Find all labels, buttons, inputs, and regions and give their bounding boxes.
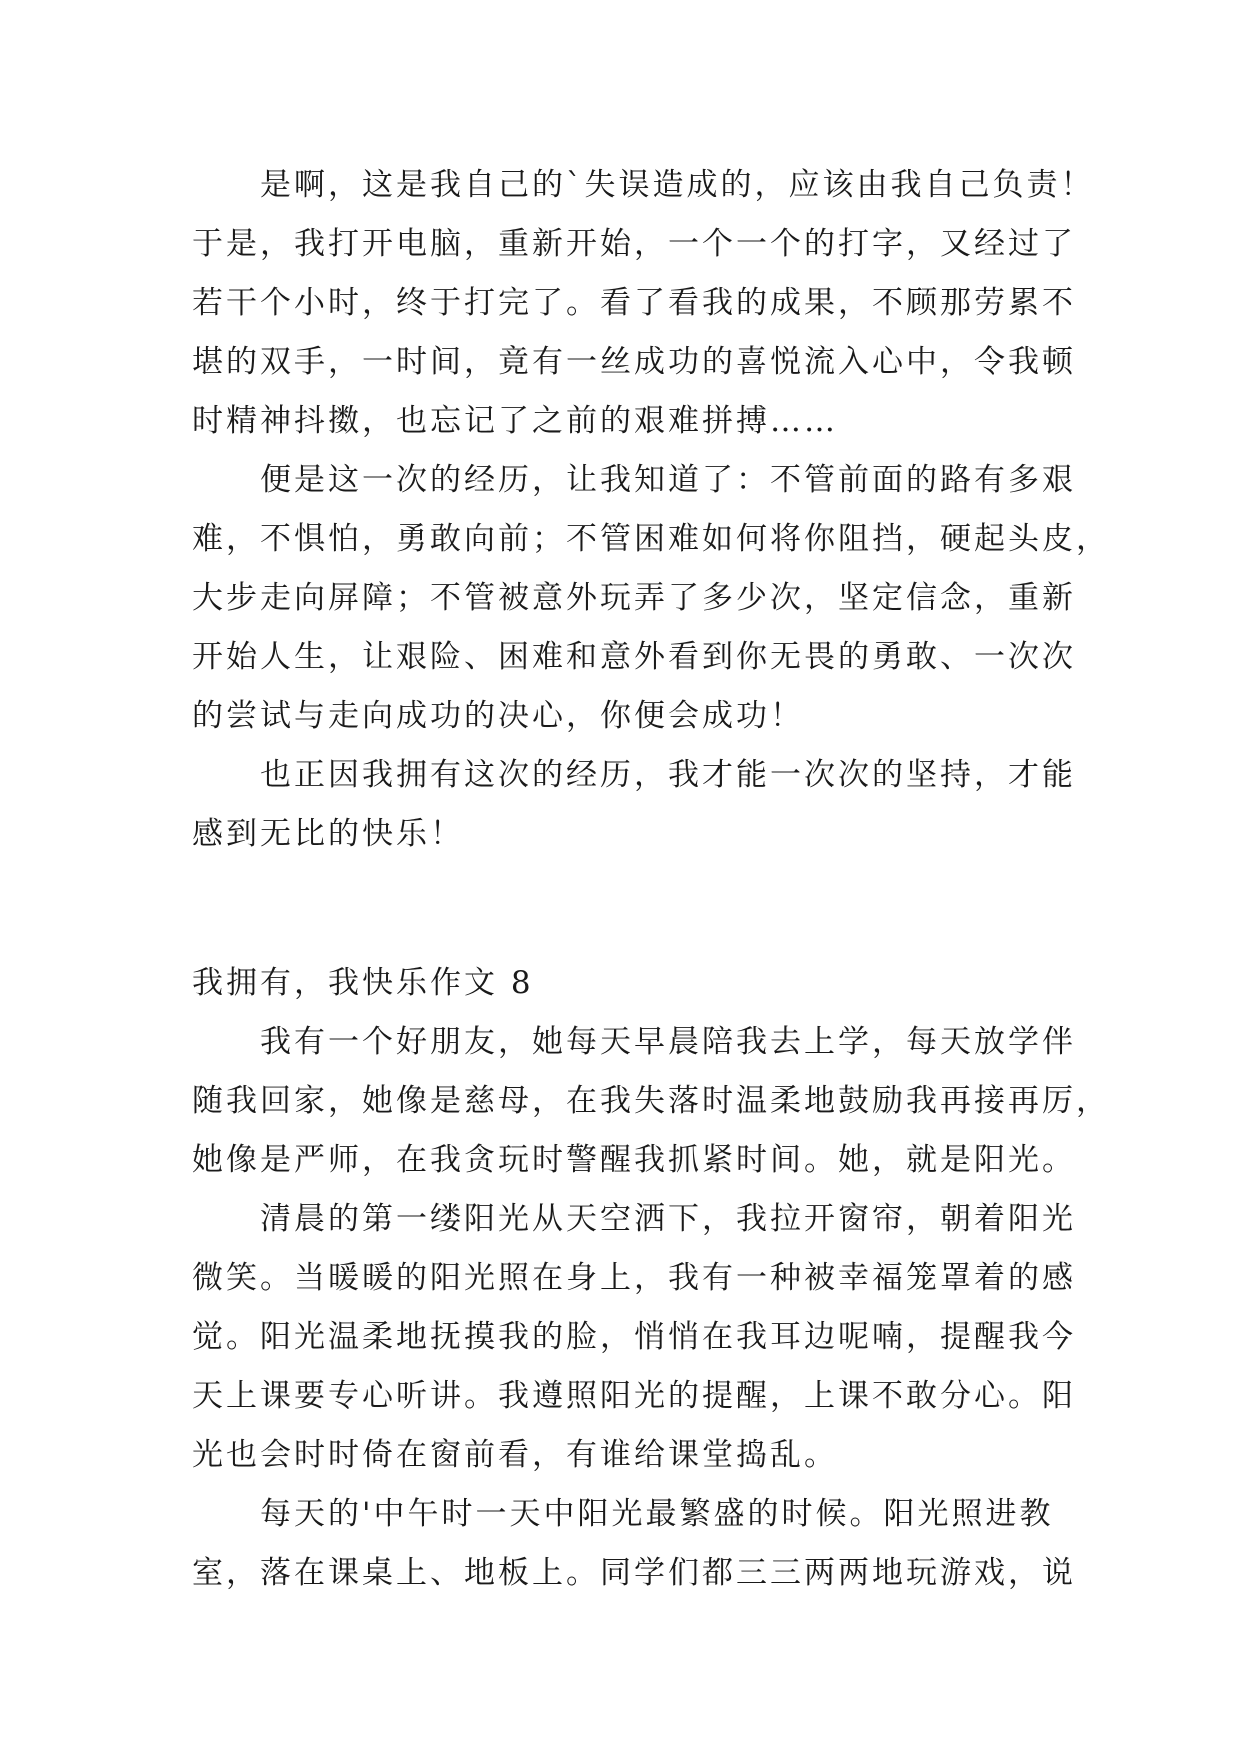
text-line: 便是这一次的经历，让我知道了：不管前面的路有多艰 — [260, 462, 1076, 498]
essay-text-body — [192, 156, 1110, 1603]
paragraph — [192, 746, 1076, 864]
text-line: 她像是严师，在我贪玩时警醒我抓紧时间。她，就是阳光。 — [192, 1142, 1076, 1178]
text-line: 觉。阳光温柔地抚摸我的脸，悄悄在我耳边呢喃，提醒我今 — [192, 1319, 1076, 1355]
paragraph — [192, 1013, 1110, 1190]
paragraph — [192, 1190, 1076, 1485]
paragraph — [192, 451, 1110, 746]
essay-title: 我拥有，我快乐作文 8 — [192, 965, 534, 1001]
text-line: 时精神抖擞，也忘记了之前的艰难拼搏…… — [192, 403, 838, 439]
paragraph — [192, 156, 1095, 451]
text-line: 每天的'中午时一天中阳光最繁盛的时候。阳光照进教 — [260, 1496, 1054, 1532]
text-line: 微笑。当暖暖的阳光照在身上，我有一种被幸福笼罩着的感 — [192, 1260, 1076, 1296]
text-line: 室，落在课桌上、地板上。同学们都三三两两地玩游戏，说 — [192, 1555, 1076, 1591]
text-line: 堪的双手，一时间，竟有一丝成功的喜悦流入心中，令我顿 — [192, 344, 1076, 380]
text-line: 也正因我拥有这次的经历，我才能一次次的坚持，才能 — [260, 757, 1076, 793]
text-line: 若干个小时，终于打完了。看了看我的成果，不顾那劳累不 — [192, 285, 1076, 321]
section-gap — [192, 864, 1072, 954]
text-line: 清晨的第一缕阳光从天空洒下，我拉开窗帘，朝着阳光 — [260, 1201, 1076, 1237]
text-line: 难，不惧怕，勇敢向前；不管困难如何将你阻挡，硬起头皮， — [192, 521, 1110, 557]
text-line: 于是，我打开电脑，重新开始，一个一个的打字，又经过了 — [192, 226, 1076, 262]
text-line: 的尝试与走向成功的决心，你便会成功！ — [192, 698, 804, 734]
text-line: 光也会时时倚在窗前看，有谁给课堂捣乱。 — [192, 1437, 838, 1473]
paragraph — [192, 1485, 1076, 1603]
text-line: 随我回家，她像是慈母，在我失落时温柔地鼓励我再接再厉， — [192, 1083, 1110, 1119]
text-line: 是啊，这是我自己的`失误造成的，应该由我自己负责！ — [260, 167, 1095, 203]
text-line: 天上课要专心听讲。我遵照阳光的提醒，上课不敢分心。阳 — [192, 1378, 1076, 1414]
text-line: 我有一个好朋友，她每天早晨陪我去上学，每天放学伴 — [260, 1024, 1076, 1060]
text-line: 感到无比的快乐！ — [192, 816, 464, 852]
text-line: 大步走向屏障；不管被意外玩弄了多少次，坚定信念，重新 — [192, 580, 1076, 616]
text-line: 开始人生，让艰险、困难和意外看到你无畏的勇敢、一次次 — [192, 639, 1076, 675]
